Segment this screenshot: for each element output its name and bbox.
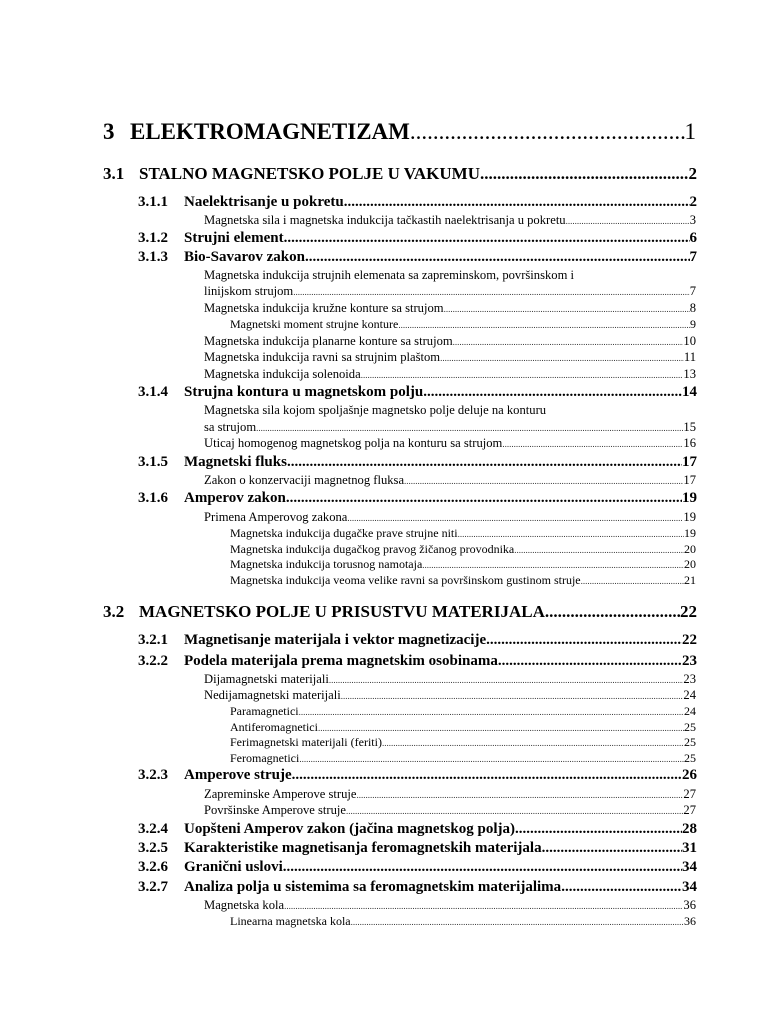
item-title: Nedijamagnetski materijali [204, 688, 341, 702]
dot-leader [256, 423, 683, 433]
subitem-title: Paramagnetici [230, 704, 299, 718]
dot-leader [480, 164, 689, 184]
page-number: 15 [683, 420, 696, 434]
dot-leader [514, 545, 684, 555]
toc-item[interactable] [204, 688, 696, 704]
section-title: STALNO MAGNETSKO POLJE U VAKUMU [139, 164, 480, 183]
page-number: 17 [683, 473, 696, 487]
subsection-title: Strujna kontura u magnetskom polju [184, 384, 424, 400]
subsection-title: Analiza polja u sistemima sa feromagnetskim materijalima [184, 879, 562, 895]
dot-leader [545, 602, 680, 622]
toc-subsection-3-2-2[interactable] [138, 653, 697, 672]
subsection-number: 3.1.6 [138, 490, 168, 506]
subsection-title: Karakteristike magnetisanja feromagnetskih materijala [184, 840, 542, 856]
item-title: Magnetska indukcija ravni sa strujnim plaštom [204, 350, 441, 364]
toc-subitem[interactable] [230, 526, 696, 541]
dot-leader [347, 513, 683, 523]
section-number: 3.1 [103, 164, 125, 183]
dot-leader [329, 675, 684, 685]
subsection-title: Amperov zakon [184, 490, 286, 506]
subitem-title: Linearna magnetska kola [230, 914, 351, 928]
page-number: 26 [682, 767, 697, 783]
page-number: 36 [683, 898, 696, 912]
toc-subitem[interactable] [230, 557, 696, 572]
item-title: Zapreminske Amperove struje [204, 787, 357, 801]
dot-leader [344, 194, 690, 211]
page-number: 3 [689, 213, 696, 227]
dot-leader [444, 304, 690, 314]
page-number: 24 [684, 704, 696, 718]
page-number: 25 [684, 751, 696, 765]
dot-leader [283, 859, 682, 876]
page-number: 19 [684, 526, 696, 540]
toc-item[interactable] [204, 803, 696, 819]
chapter-number: 3 [103, 119, 115, 144]
toc-item[interactable] [204, 420, 696, 436]
item-title: Magnetska sila i magnetska indukcija tačkastih naelektrisanja u pokretu [204, 213, 566, 227]
page-number: 34 [682, 879, 697, 895]
subsection-title: Magnetski fluks [184, 454, 287, 470]
page-number: 31 [682, 840, 697, 856]
toc-item[interactable] [204, 787, 696, 803]
subsection-number: 3.2.2 [138, 653, 168, 669]
page-number: 27 [683, 803, 696, 817]
toc-subitem[interactable] [230, 573, 696, 588]
toc-subitem[interactable] [230, 751, 696, 766]
page-number: 19 [682, 490, 697, 506]
dot-leader [486, 632, 682, 649]
dot-leader [422, 560, 684, 570]
page-number: 17 [682, 454, 697, 470]
toc-item[interactable] [204, 301, 696, 317]
dot-leader [423, 384, 682, 401]
page-number: 8 [689, 301, 696, 315]
page-number: 2 [688, 164, 697, 183]
page-number: 14 [682, 384, 697, 400]
section-title: MAGNETSKO POLJE U PRISUSTVU MATERIJALA [139, 602, 545, 621]
dot-leader [299, 754, 684, 764]
item-title: linijskom strujom [204, 284, 294, 298]
toc-item[interactable] [204, 367, 696, 383]
dot-leader [356, 790, 683, 800]
toc-subitem[interactable] [230, 704, 696, 719]
subsection-title: Magnetisanje materijala i vektor magnetizacije [184, 632, 487, 648]
subsection-number: 3.2.3 [138, 767, 168, 783]
toc-item[interactable] [204, 334, 696, 350]
subsection-number: 3.2.1 [138, 632, 168, 648]
dot-leader [398, 320, 690, 330]
toc-subsection-3-2-3[interactable] [138, 767, 697, 786]
subsection-number: 3.2.6 [138, 859, 168, 875]
toc-subitem[interactable] [230, 914, 696, 929]
toc-subsection-3-1-5[interactable] [138, 454, 697, 473]
toc-subsection-3-1-2[interactable] [138, 230, 697, 249]
dot-leader [286, 490, 682, 507]
subsection-number: 3.2.4 [138, 821, 168, 837]
subitem-title: Magnetska indukcija dugačke prave strujne niti [230, 526, 458, 540]
page-number: 7 [689, 249, 697, 265]
dot-leader [453, 337, 684, 347]
page-number: 19 [683, 510, 696, 524]
subsection-number: 3.1.2 [138, 230, 168, 246]
toc-subsection-3-2-1[interactable] [138, 632, 697, 651]
subsection-title: Podela materijala prema magnetskim osobinama [184, 653, 498, 669]
page-number: 6 [689, 230, 697, 246]
subitem-title: Magnetska indukcija dugačkog pravog žičanog provodnika [230, 542, 515, 556]
dot-leader [305, 249, 690, 266]
dot-leader [498, 653, 682, 670]
dot-leader [515, 821, 682, 838]
subsection-number: 3.1.3 [138, 249, 168, 265]
item-title: sa strujom [204, 420, 257, 434]
dot-leader [351, 917, 684, 927]
page-number: 9 [690, 317, 696, 331]
dot-leader [410, 119, 685, 145]
dot-leader [284, 230, 690, 247]
item-title: Primena Amperovog zakona [204, 510, 348, 524]
page-number: 13 [683, 367, 696, 381]
item-title: Dijamagnetski materijali [204, 672, 329, 686]
toc-subitem[interactable] [230, 720, 696, 735]
subsection-title: Bio-Savarov zakon [184, 249, 305, 265]
toc-subsection-3-2-5[interactable] [138, 840, 697, 859]
page-number: 1 [684, 119, 696, 144]
item-title: Magnetska indukcija planarne konture sa strujom [204, 334, 453, 348]
page-number: 2 [689, 194, 697, 210]
page-number: 22 [682, 632, 697, 648]
subitem-title: Antiferomagnetici [230, 720, 318, 734]
page-number: 23 [683, 672, 696, 686]
subitem-title: Magnetski moment strujne konture [230, 317, 399, 331]
page-number: 16 [683, 436, 696, 450]
subsection-title: Amperove struje [184, 767, 292, 783]
item-title: Zakon o konzervaciji magnetnog fluksa [204, 473, 405, 487]
subsection-title: Naelektrisanje u pokretu [184, 194, 344, 210]
subsection-number: 3.2.5 [138, 840, 168, 856]
page-number: 11 [683, 350, 696, 364]
toc-item[interactable] [204, 284, 696, 300]
dot-leader [284, 901, 683, 911]
toc-subitem[interactable] [230, 735, 696, 750]
chapter-title: ELEKTROMAGNETIZAM [130, 119, 410, 144]
subitem-title: Ferimagnetski materijali (feriti) [230, 735, 382, 749]
toc-subsection-3-1-3[interactable] [138, 249, 697, 268]
item-title: Površinske Amperove struje [204, 803, 347, 817]
section-number: 3.2 [103, 602, 125, 621]
toc-item-line: Magnetska indukcija strujnih elemenata sa zapreminskom, površinskom i [204, 268, 575, 282]
page-number: 36 [684, 914, 696, 928]
page-number: 34 [682, 859, 697, 875]
page-number: 24 [683, 688, 696, 702]
subsection-number: 3.1.5 [138, 454, 168, 470]
toc-item[interactable] [204, 510, 696, 526]
page-number: 7 [689, 284, 696, 298]
toc-subitem[interactable] [230, 317, 696, 332]
toc-subsection-3-2-4[interactable] [138, 821, 697, 840]
item-title: Magnetska indukcija solenoida [204, 367, 361, 381]
dot-leader [346, 806, 683, 816]
toc-chapter[interactable] [103, 119, 696, 149]
dot-leader [581, 576, 684, 586]
page-number: 28 [682, 821, 697, 837]
subitem-title: Feromagnetici [230, 751, 300, 765]
subsection-title: Strujni element [184, 230, 284, 246]
dot-leader [293, 287, 689, 297]
toc-section-3-2[interactable] [103, 602, 697, 624]
subsection-number: 3.1.1 [138, 194, 168, 210]
item-title: Magnetska kola [204, 898, 285, 912]
dot-leader [561, 879, 682, 896]
dot-leader [440, 353, 684, 363]
toc-subsection-3-1-1[interactable] [138, 194, 697, 213]
dot-leader [382, 738, 684, 748]
toc-item[interactable] [204, 672, 696, 688]
toc-subsection-3-2-6[interactable] [138, 859, 697, 878]
toc-item[interactable] [204, 473, 696, 489]
toc-item[interactable] [204, 350, 696, 366]
page-number: 21 [684, 573, 696, 587]
page-number: 10 [683, 334, 696, 348]
dot-leader [287, 454, 682, 471]
dot-leader [458, 529, 684, 539]
page-number: 25 [684, 720, 696, 734]
dot-leader [341, 691, 684, 701]
item-title: Magnetska indukcija kružne konture sa strujom [204, 301, 444, 315]
subitem-title: Magnetska indukcija veoma velike ravni sa površinskom gustinom struje [230, 573, 581, 587]
toc-item[interactable] [204, 436, 696, 452]
dot-leader [361, 370, 684, 380]
toc-subsection-3-2-7[interactable] [138, 879, 697, 898]
subsection-number: 3.2.7 [138, 879, 168, 895]
toc-section-3-1[interactable] [103, 164, 697, 186]
toc-subsection-3-1-6[interactable] [138, 490, 697, 509]
page-number: 27 [683, 787, 696, 801]
subsection-title: Uopšteni Amperov zakon (jačina magnetskog polja) [184, 821, 515, 837]
dot-leader [299, 707, 684, 717]
page-number: 20 [684, 557, 696, 571]
page-number: 22 [680, 602, 697, 621]
dot-leader [566, 216, 690, 226]
toc-item[interactable] [204, 898, 696, 914]
item-title: Uticaj homogenog magnetskog polja na konturu sa strujom [204, 436, 503, 450]
page-number: 25 [684, 735, 696, 749]
toc-subsection-3-1-4[interactable] [138, 384, 697, 403]
page-number: 20 [684, 542, 696, 556]
toc-item[interactable] [204, 213, 696, 229]
dot-leader [404, 476, 683, 486]
dot-leader [318, 723, 684, 733]
dot-leader [502, 439, 683, 449]
dot-leader [292, 767, 682, 784]
toc-subitem[interactable] [230, 542, 696, 557]
toc-item-line: Magnetska sila kojom spoljašnje magnetsko polje deluje na konturu [204, 403, 547, 417]
page-number: 23 [682, 653, 697, 669]
subsection-number: 3.1.4 [138, 384, 168, 400]
subitem-title: Magnetska indukcija torusnog namotaja [230, 557, 423, 571]
subsection-title: Granični uslovi [184, 859, 283, 875]
dot-leader [542, 840, 682, 857]
